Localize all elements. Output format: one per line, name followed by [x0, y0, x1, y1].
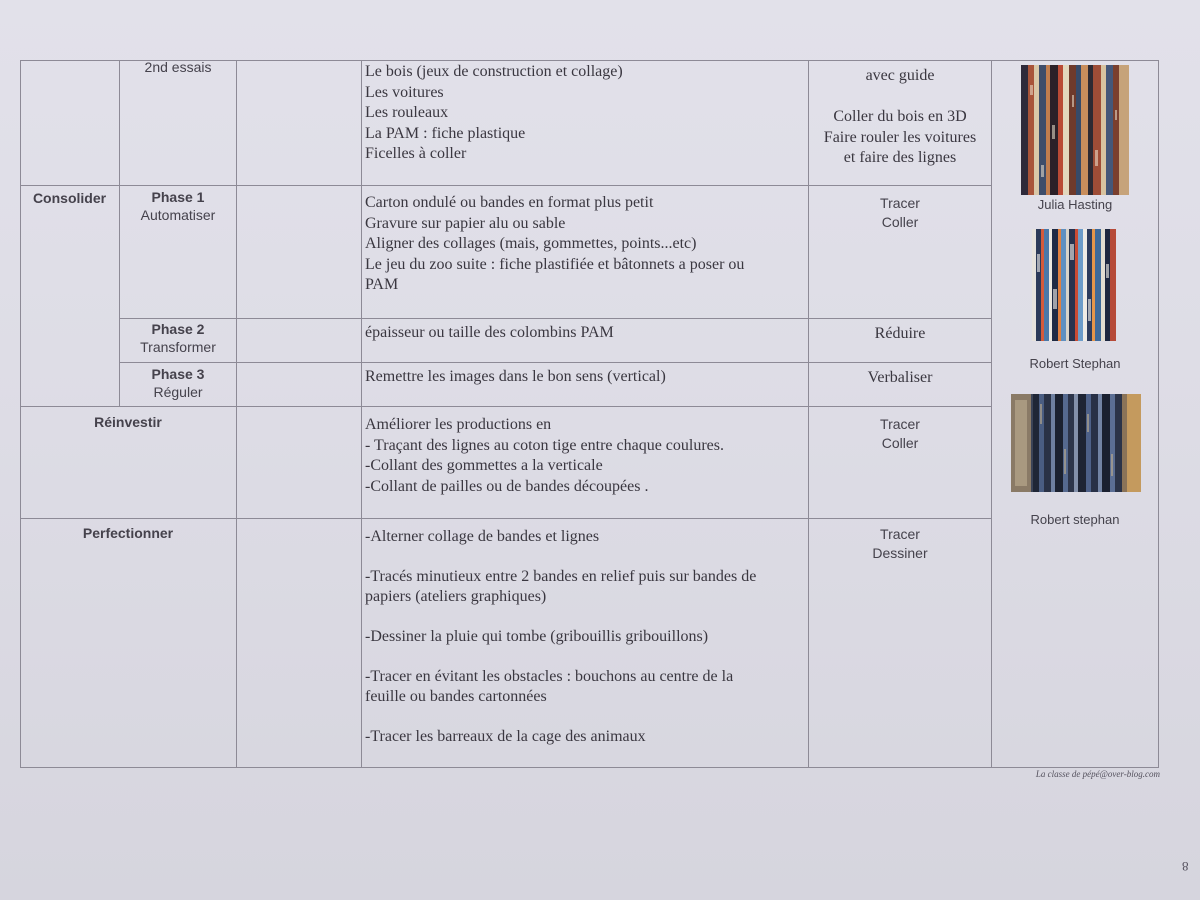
activity-line: - Traçant des lignes au coton tige entre chaque coulures. [365, 436, 724, 454]
table-row-divider [20, 185, 992, 186]
activities-cell [365, 527, 805, 747]
verb-line: Tracer [880, 416, 920, 432]
table-border-right [1158, 60, 1159, 768]
page-number: 8 [1182, 859, 1189, 874]
activities-cell [365, 193, 805, 296]
phase-label: Réguler [153, 384, 203, 400]
activity-line: -Tracés minutieux entre 2 bandes en relief puis sur bandes de [365, 568, 757, 585]
verbs-cell [809, 415, 991, 453]
activity-line: PAM [365, 276, 399, 293]
activity-line: épaisseur ou taille des colombins PAM [365, 324, 614, 341]
footer-credit: La classe de pépé@over-blog.com [1035, 769, 1160, 779]
phase-label: 2nd essais [144, 59, 212, 75]
activity-line: Le bois (jeux de construction et collage) [365, 63, 623, 80]
painting-thumbnail [1011, 394, 1141, 492]
activity-line: Carton ondulé ou bandes en format plus petit [365, 194, 654, 211]
verb-line: Coller [881, 435, 919, 451]
verbs-cell [809, 525, 991, 563]
stage-label: Consolider [32, 190, 107, 206]
activity-line: Les voitures [365, 83, 444, 101]
activities-cell [365, 323, 805, 344]
phase-title: Phase 1 [151, 189, 205, 205]
activities-cell [365, 62, 805, 165]
verbs-cell [809, 368, 991, 389]
painting-thumbnail [1032, 229, 1116, 341]
artist-caption: Robert Stephan [1029, 356, 1121, 371]
verb-line: avec guide [865, 67, 935, 84]
verb-line: Coller du bois en 3D [833, 108, 967, 125]
activity-line: -Tracer les barreaux de la cage des animaux [365, 728, 646, 745]
verb-line: Dessiner [872, 545, 928, 561]
phase-title: Phase 2 [151, 321, 205, 337]
verb-line: Coller [881, 214, 919, 230]
artist-caption: Robert stephan [1030, 512, 1120, 527]
verbs-cell [809, 66, 991, 169]
verbs-cell [809, 194, 991, 232]
activity-line: -Tracer en évitant les obstacles : bouchons au centre de la [365, 668, 734, 685]
activity-line [365, 547, 805, 567]
activities-cell [365, 415, 805, 497]
activity-line: Gravure sur papier alu ou sable [365, 214, 566, 232]
activity-line: Remettre les images dans le bon sens (vertical) [365, 368, 666, 385]
artist-caption: Julia Hasting [1037, 197, 1113, 212]
activity-line: -Collant de pailles ou de bandes découpées . [365, 477, 649, 495]
activities-cell [365, 367, 805, 388]
activity-line: Ficelles à coller [365, 145, 467, 162]
phase-cell [120, 365, 236, 401]
activity-line: -Dessiner la pluie qui tombe (gribouillis gribouillons) [365, 628, 709, 645]
activity-line [365, 647, 805, 667]
activity-line: papiers (ateliers graphiques) [365, 588, 547, 605]
phase-cell [120, 188, 236, 224]
verb-line: Tracer [880, 526, 920, 542]
stage-label: Réinvestir [94, 414, 162, 430]
activity-line: La PAM : fiche plastique [365, 124, 526, 142]
phase-label: Transformer [140, 339, 216, 355]
verb-line: Verbaliser [867, 369, 933, 386]
activity-line: -Alterner collage de bandes et lignes [365, 528, 600, 545]
painting-thumbnail [1021, 65, 1129, 195]
activity-line: -Collant des gommettes a la verticale [365, 457, 603, 474]
table-border-bottom [20, 767, 1159, 768]
verb-line [809, 87, 991, 108]
phase-label: Automatiser [140, 207, 216, 223]
table-row-divider [119, 318, 992, 319]
phase-cell [120, 320, 236, 356]
stage-label: Perfectionner [82, 525, 174, 541]
verb-line: Tracer [880, 195, 920, 211]
table-column-divider [991, 60, 992, 768]
activity-line: Le jeu du zoo suite : fiche plastifiée et bâtonnets a poser ou [365, 255, 745, 273]
verbs-cell [809, 324, 991, 345]
table-row-divider [119, 362, 992, 363]
activity-line: Améliorer les productions en [365, 416, 552, 433]
verb-line: et faire des lignes [843, 149, 957, 166]
verb-line: Faire rouler les voitures [823, 128, 977, 146]
activity-line: feuille ou bandes cartonnées [365, 688, 547, 705]
verb-line: Réduire [874, 325, 926, 342]
activity-line [365, 707, 805, 727]
table-row-divider [20, 518, 992, 519]
table-row-divider [20, 406, 992, 407]
phase-title: Phase 3 [151, 366, 205, 382]
table-column-divider [361, 60, 362, 768]
activity-line [365, 607, 805, 627]
activity-line: Aligner des collages (mais, gommettes, points...etc) [365, 235, 697, 252]
table-column-divider [236, 60, 237, 768]
activity-line: Les rouleaux [365, 104, 449, 121]
